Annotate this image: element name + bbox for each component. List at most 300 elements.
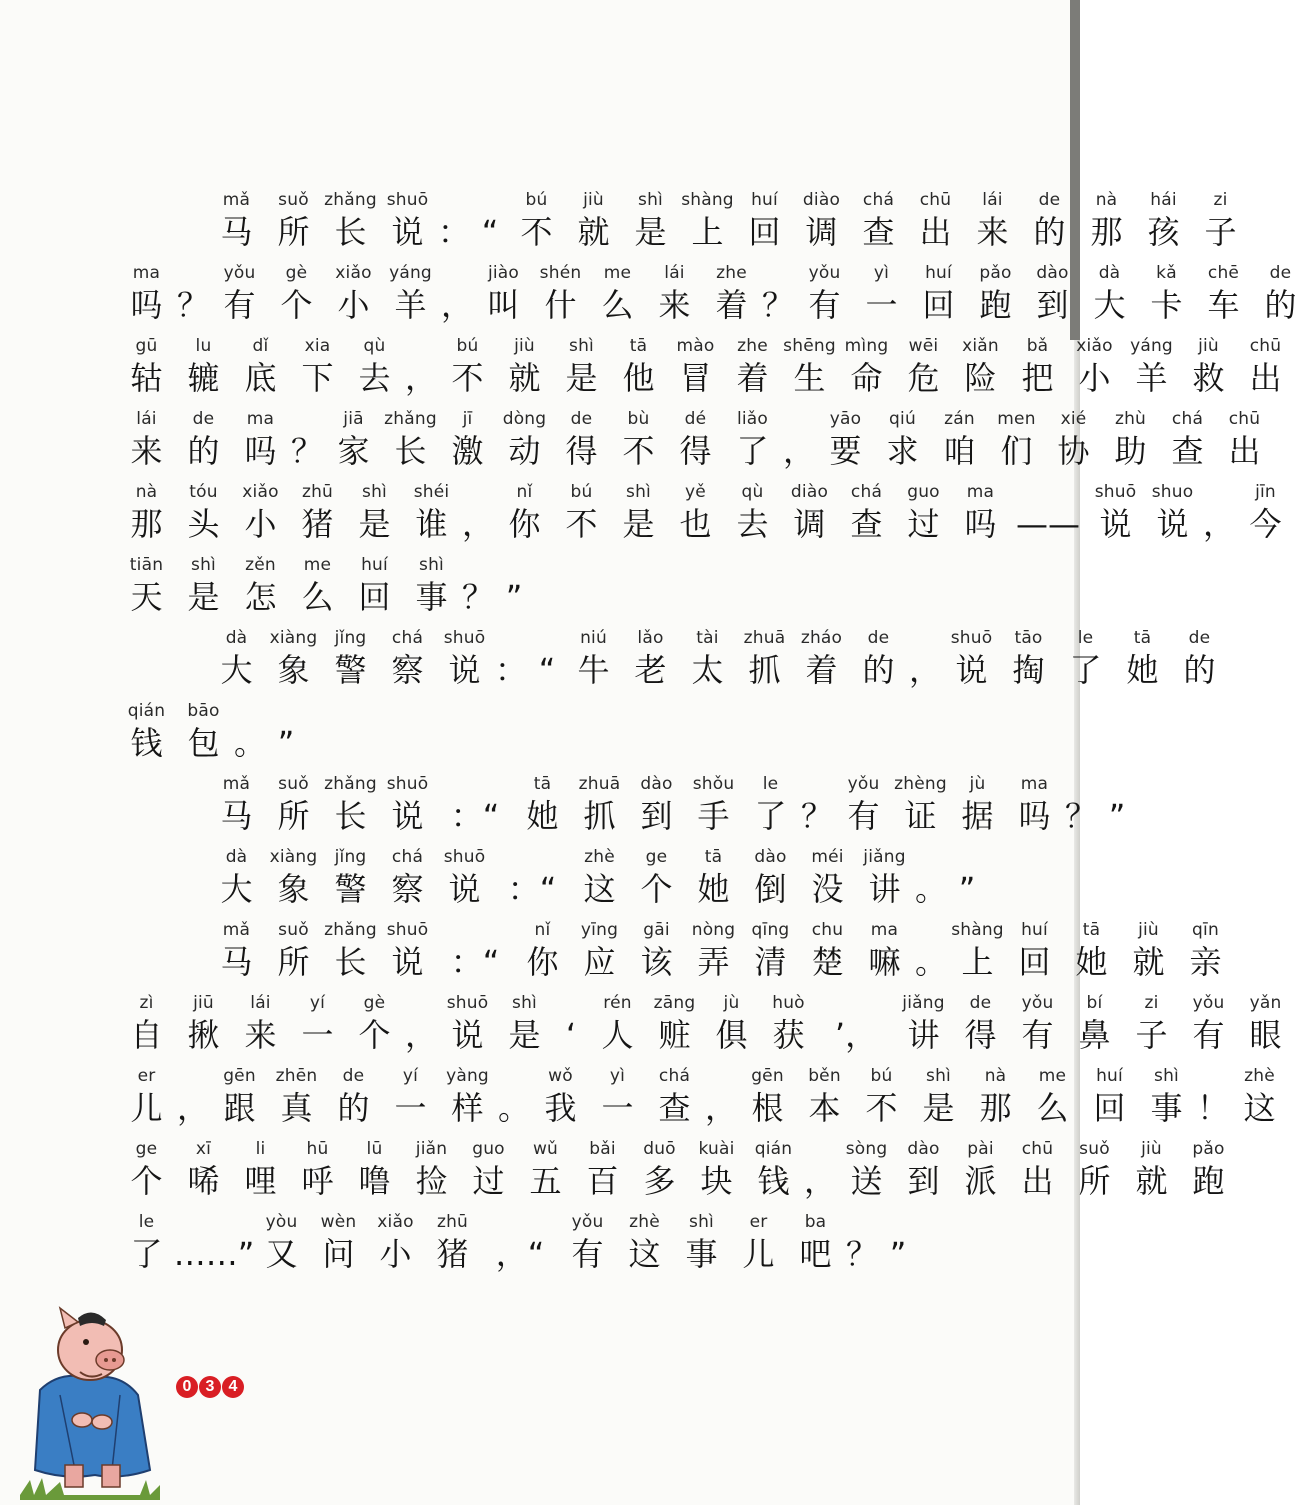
character	[232, 992, 289, 1056]
hanzi: 到	[907, 1162, 940, 1200]
punctuation	[175, 262, 211, 326]
character	[118, 700, 175, 764]
character	[439, 335, 496, 399]
pinyin: dé	[684, 409, 707, 429]
hanzi: 这	[628, 1235, 661, 1273]
pinyin: chá	[850, 482, 883, 502]
hanzi: 马	[220, 943, 253, 981]
pinyin: me	[603, 263, 632, 283]
page-number	[176, 1376, 244, 1398]
hanzi: 到	[1036, 286, 1069, 324]
pinyin: zhǎng	[324, 774, 377, 794]
hanzi: 楚	[811, 943, 844, 981]
pinyin: yàng	[446, 1066, 489, 1086]
character	[118, 335, 175, 399]
pinyin: mǎ	[222, 190, 251, 210]
character	[730, 1211, 787, 1275]
hanzi: 嘛	[868, 943, 901, 981]
pinyin: zháo	[800, 628, 843, 648]
character	[793, 627, 850, 691]
pinyin: li	[255, 1139, 266, 1159]
pinyin: qián	[127, 701, 166, 721]
pinyin: yǒu	[1021, 993, 1054, 1013]
character	[346, 335, 403, 399]
pinyin: zi	[1144, 993, 1159, 1013]
pinyin: yí	[402, 1066, 419, 1086]
character	[382, 408, 439, 472]
page-number-digit: 4	[222, 1376, 244, 1398]
hanzi: 着	[805, 651, 838, 689]
pinyin: de	[867, 628, 890, 648]
character	[268, 262, 325, 326]
character	[931, 408, 988, 472]
pinyin: suǒ	[1079, 1139, 1110, 1159]
hanzi: 把	[1021, 359, 1054, 397]
punctuation	[880, 1211, 916, 1275]
hanzi: 么	[601, 286, 634, 324]
character	[517, 1138, 574, 1202]
pinyin: shuō	[443, 628, 486, 648]
hanzi: 派	[964, 1162, 997, 1200]
character	[436, 627, 493, 691]
text-line	[118, 764, 1126, 837]
character	[874, 408, 931, 472]
character	[1123, 992, 1180, 1056]
pinyin: dòng	[502, 409, 547, 429]
character	[838, 335, 895, 399]
hanzi: 查	[658, 1089, 691, 1127]
pinyin: shén	[539, 263, 582, 283]
character	[850, 189, 907, 253]
pinyin: gēn	[751, 1066, 784, 1086]
hanzi: ，	[782, 432, 815, 470]
hanzi: ！	[1196, 1089, 1229, 1127]
pinyin: dǐ	[252, 336, 269, 356]
hanzi: 吗	[1018, 797, 1051, 835]
character	[310, 1211, 367, 1275]
pinyin: nà	[984, 1066, 1007, 1086]
hanzi: ，	[176, 1089, 209, 1127]
hanzi: 老	[634, 651, 667, 689]
hanzi: 猪	[301, 505, 334, 543]
pinyin: shēng	[783, 336, 836, 356]
text-line	[118, 399, 1261, 472]
character	[964, 189, 1021, 253]
hanzi: 儿	[130, 1089, 163, 1127]
character	[475, 262, 532, 326]
pinyin: ba	[804, 1212, 827, 1232]
character	[667, 335, 724, 399]
character	[835, 773, 892, 837]
hanzi: 鼻	[1078, 1016, 1111, 1054]
pinyin: shì	[638, 190, 663, 210]
hanzi: 捡	[415, 1162, 448, 1200]
character	[289, 335, 346, 399]
character	[952, 1138, 1009, 1202]
character	[910, 1065, 967, 1129]
pinyin: zhèng	[894, 774, 947, 794]
punctuation	[913, 846, 949, 910]
pinyin: men	[997, 409, 1036, 429]
pinyin: zhè	[629, 1212, 660, 1232]
text-line	[118, 983, 1282, 1056]
character	[742, 919, 799, 983]
text-line	[118, 326, 1282, 399]
hanzi: 获	[772, 1016, 805, 1054]
pinyin: mìng	[844, 336, 889, 356]
character	[988, 408, 1045, 472]
hanzi: 真	[280, 1089, 313, 1127]
hanzi: 羊	[1135, 359, 1168, 397]
hanzi: 的	[1264, 286, 1297, 324]
pinyin: de	[192, 409, 215, 429]
character	[1021, 189, 1078, 253]
punctuation	[760, 262, 796, 326]
hanzi: 所	[277, 943, 310, 981]
hanzi: 也	[679, 505, 712, 543]
pinyin: ma	[1020, 774, 1049, 794]
character	[403, 554, 460, 618]
pinyin: yáng	[389, 263, 432, 283]
character	[589, 1065, 646, 1129]
hanzi: ？	[290, 432, 323, 470]
character	[211, 262, 268, 326]
pinyin: qīn	[1192, 920, 1219, 940]
character	[622, 627, 679, 691]
hanzi: 不	[520, 213, 553, 251]
character	[379, 846, 436, 910]
hanzi: 危	[907, 359, 940, 397]
text-line	[118, 253, 1297, 326]
pinyin: nǐ	[534, 920, 551, 940]
pinyin: jiǎn	[415, 1139, 448, 1159]
pinyin: tā	[533, 774, 552, 794]
hanzi: 底	[244, 359, 277, 397]
pinyin: lu	[195, 336, 212, 356]
pinyin: er	[137, 1066, 156, 1086]
pinyin: zhe	[716, 263, 747, 283]
hanzi: 那	[1090, 213, 1123, 251]
hanzi: 自	[130, 1016, 163, 1054]
punctuation	[436, 773, 514, 837]
hanzi: 你	[508, 505, 541, 543]
hanzi: 象	[277, 870, 310, 908]
character	[1009, 1138, 1066, 1202]
character	[793, 189, 850, 253]
hanzi: 大	[220, 651, 253, 689]
pinyin: shuō	[446, 993, 489, 1013]
pinyin: qiú	[889, 409, 916, 429]
pinyin: kuài	[698, 1139, 735, 1159]
pinyin: lū	[366, 1139, 383, 1159]
pinyin: xiǎo	[1076, 336, 1113, 356]
character	[346, 554, 403, 618]
hanzi: 就	[577, 213, 610, 251]
pig-character-illustration	[20, 1300, 160, 1500]
character	[907, 189, 964, 253]
character	[118, 554, 175, 618]
hanzi: 头	[187, 505, 220, 543]
hanzi: 问	[322, 1235, 355, 1273]
pinyin: huí	[751, 190, 778, 210]
pinyin: yǒu	[808, 263, 841, 283]
character	[265, 627, 322, 691]
hanzi: 包	[187, 724, 220, 762]
hanzi: 么	[301, 578, 334, 616]
pinyin: shàng	[681, 190, 734, 210]
character	[610, 481, 667, 545]
hanzi: 到	[640, 797, 673, 835]
hanzi: 长	[334, 213, 367, 251]
hanzi: 本	[808, 1089, 841, 1127]
pinyin: běn	[808, 1066, 841, 1086]
pinyin: kǎ	[1156, 263, 1177, 283]
pinyin: me	[303, 555, 332, 575]
hanzi: 小	[1078, 359, 1111, 397]
punctuation	[403, 992, 439, 1056]
pinyin: nà	[135, 482, 158, 502]
hanzi: 生	[793, 359, 826, 397]
punctuation	[436, 189, 472, 253]
character	[1138, 262, 1195, 326]
hanzi: 太	[691, 651, 724, 689]
hanzi: 手	[697, 797, 730, 835]
character	[787, 1211, 844, 1275]
pinyin: méi	[811, 847, 844, 867]
character	[379, 189, 436, 253]
character	[817, 408, 874, 472]
hanzi: 怎	[244, 578, 277, 616]
pinyin: shuō	[1094, 482, 1137, 502]
character	[949, 919, 1006, 983]
character	[118, 408, 175, 472]
character	[724, 335, 781, 399]
hanzi: 有	[1192, 1016, 1225, 1054]
hanzi: 的	[1183, 651, 1216, 689]
pinyin: shì	[689, 1212, 714, 1232]
character	[1135, 189, 1192, 253]
pinyin: xiǎo	[377, 1212, 414, 1232]
hanzi: 大	[1093, 286, 1126, 324]
character	[1114, 627, 1171, 691]
pinyin: zì	[139, 993, 154, 1013]
pinyin: dào	[1036, 263, 1069, 283]
hanzi: 根	[751, 1089, 784, 1127]
punctuation	[1099, 773, 1135, 837]
hanzi: 人	[601, 1016, 634, 1054]
hanzi: ？	[461, 578, 494, 616]
text-line	[118, 1056, 1276, 1129]
hanzi: 儿	[742, 1235, 775, 1273]
pinyin: zhè	[1244, 1066, 1275, 1086]
pinyin: chū	[1021, 1139, 1054, 1159]
character	[1024, 1065, 1081, 1129]
character	[379, 773, 436, 837]
hanzi: 是	[508, 1016, 541, 1054]
pinyin: er	[749, 1212, 768, 1232]
hanzi: 倒	[754, 870, 787, 908]
hanzi: 上	[691, 213, 724, 251]
character	[268, 1065, 325, 1129]
pinyin: shuō	[386, 190, 429, 210]
punctuation	[439, 262, 475, 326]
hanzi: 有	[847, 797, 880, 835]
hanzi: 孩	[1147, 213, 1180, 251]
pinyin: yí	[309, 993, 326, 1013]
pinyin: gè	[363, 993, 386, 1013]
hanzi: 样	[451, 1089, 484, 1127]
character	[346, 481, 403, 545]
pinyin: qián	[754, 1139, 793, 1159]
hanzi: 险	[964, 359, 997, 397]
character	[1180, 1138, 1237, 1202]
character	[892, 773, 949, 837]
hanzi: 回	[358, 578, 391, 616]
hanzi: ”	[1108, 797, 1126, 835]
character	[1066, 1138, 1123, 1202]
pinyin: shuō	[386, 774, 429, 794]
punctuation	[907, 627, 943, 691]
hanzi: 天	[130, 578, 163, 616]
punctuation	[703, 1065, 739, 1129]
hanzi: 我	[544, 1089, 577, 1127]
pinyin: yǒu	[223, 263, 256, 283]
pinyin: shì	[926, 1066, 951, 1086]
hanzi: 协	[1057, 432, 1090, 470]
hanzi: 。	[233, 724, 266, 762]
character	[622, 189, 679, 253]
pinyin: bǎi	[589, 1139, 616, 1159]
character	[253, 1211, 310, 1275]
pinyin: lái	[664, 263, 685, 283]
hanzi: 亲	[1189, 943, 1222, 981]
punctuation	[496, 1065, 532, 1129]
character	[895, 992, 952, 1056]
hanzi: 又	[265, 1235, 298, 1273]
character	[616, 1211, 673, 1275]
pinyin: huò	[772, 993, 805, 1013]
pinyin: shǒu	[692, 774, 735, 794]
hanzi: 说	[391, 943, 424, 981]
punctuation	[232, 700, 268, 764]
character	[325, 262, 382, 326]
punctuation	[817, 992, 895, 1056]
character	[532, 1065, 589, 1129]
character	[1159, 408, 1216, 472]
text-line	[118, 618, 1216, 691]
pinyin: tā	[704, 847, 723, 867]
pinyin: lái	[982, 190, 1003, 210]
pinyin: jù	[969, 774, 986, 794]
character	[553, 408, 610, 472]
punctuation	[844, 1211, 880, 1275]
pinyin: de	[969, 993, 992, 1013]
hanzi: 讲	[907, 1016, 940, 1054]
pinyin: jǐng	[334, 847, 367, 867]
pinyin: huí	[361, 555, 388, 575]
character	[1087, 481, 1144, 545]
hanzi: 求	[886, 432, 919, 470]
hanzi: ，	[404, 359, 437, 397]
character	[325, 1065, 382, 1129]
hanzi: 你	[526, 943, 559, 981]
hanzi: 们	[1000, 432, 1033, 470]
hanzi: 子	[1135, 1016, 1168, 1054]
punctuation	[802, 1138, 838, 1202]
hanzi: 是	[622, 505, 655, 543]
hanzi: 跑	[979, 286, 1012, 324]
character	[436, 846, 493, 910]
hanzi: 一	[394, 1089, 427, 1127]
character	[367, 1211, 424, 1275]
hanzi: 不	[865, 1089, 898, 1127]
character	[496, 335, 553, 399]
character	[1045, 408, 1102, 472]
character	[289, 481, 346, 545]
character	[1180, 335, 1237, 399]
hanzi: 来	[244, 1016, 277, 1054]
character	[403, 481, 460, 545]
hanzi: 叫	[487, 286, 520, 324]
character	[346, 992, 403, 1056]
hanzi: 长	[334, 797, 367, 835]
character	[610, 408, 667, 472]
text-line	[118, 837, 1068, 910]
hanzi: 多	[643, 1162, 676, 1200]
pinyin: ge	[645, 847, 668, 867]
hanzi: 了	[1069, 651, 1102, 689]
hanzi: 说	[1099, 505, 1132, 543]
hanzi: ：“	[450, 797, 500, 835]
hanzi: 他	[622, 359, 655, 397]
hanzi: 辘	[187, 359, 220, 397]
character	[1066, 992, 1123, 1056]
hanzi: 事	[1150, 1089, 1183, 1127]
hanzi: 呼	[301, 1162, 334, 1200]
pinyin: bí	[1086, 993, 1103, 1013]
hanzi: ”	[505, 578, 523, 616]
hanzi: 她	[1075, 943, 1108, 981]
character	[742, 773, 799, 837]
pinyin: gēn	[223, 1066, 256, 1086]
character	[667, 481, 724, 545]
hanzi: 有	[1021, 1016, 1054, 1054]
punctuation	[460, 481, 496, 545]
pinyin: shì	[362, 482, 387, 502]
pinyin: dào	[640, 774, 673, 794]
character	[1078, 189, 1135, 253]
character	[1006, 773, 1063, 837]
character	[685, 846, 742, 910]
pinyin: de	[1188, 628, 1211, 648]
hanzi: 子	[1204, 213, 1237, 251]
hanzi: 得	[964, 1016, 997, 1054]
character	[175, 992, 232, 1056]
hanzi: 出	[919, 213, 952, 251]
text-line	[118, 691, 1068, 764]
character	[559, 1211, 616, 1275]
pinyin: lǎo	[637, 628, 664, 648]
hanzi: 的	[862, 651, 895, 689]
hanzi: 抓	[583, 797, 616, 835]
pinyin: diào	[802, 190, 841, 210]
hanzi: 了	[736, 432, 769, 470]
hanzi: 一	[301, 1016, 334, 1054]
hanzi: 去	[358, 359, 391, 397]
hanzi: ？	[176, 286, 209, 324]
pinyin: ma	[870, 920, 899, 940]
punctuation	[472, 189, 508, 253]
